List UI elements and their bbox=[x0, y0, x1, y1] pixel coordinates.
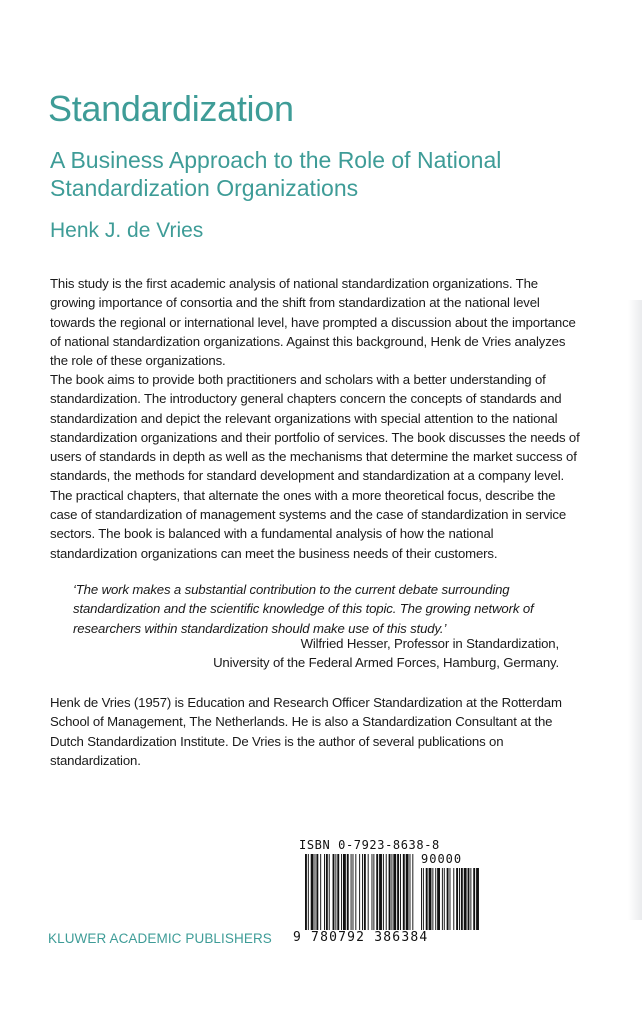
barcode-bar bbox=[391, 854, 392, 930]
barcode-bar bbox=[368, 854, 369, 930]
barcode-addon-bar bbox=[453, 868, 454, 930]
barcode-addon-bar bbox=[476, 868, 479, 930]
barcode-bar bbox=[347, 854, 349, 930]
barcode-bar bbox=[305, 854, 307, 930]
barcode-addon-bar bbox=[437, 868, 440, 930]
author-bio: Henk de Vries (1957) is Education and Research Officer Standardization at the Rotterdam School of Management, The Netherlands. He is also a Standardization Consultant at the Dutch Standardization Institute. De Vries is the author of several publications on standardization. bbox=[50, 695, 562, 768]
barcode-addon-bar bbox=[450, 868, 451, 930]
barcode-bar bbox=[364, 854, 366, 930]
barcode-bar bbox=[379, 854, 382, 930]
barcode-bar bbox=[320, 854, 321, 930]
barcode-bar bbox=[389, 854, 391, 930]
barcode-bar bbox=[326, 854, 328, 930]
barcode-addon-number: 90000 bbox=[421, 852, 463, 866]
barcode-bar bbox=[329, 854, 330, 930]
barcode-bar bbox=[308, 854, 309, 930]
barcode-addon-bar bbox=[423, 868, 424, 930]
barcode-addon-bar bbox=[447, 868, 449, 930]
barcode-bar bbox=[406, 854, 409, 930]
isbn-number: ISBN 0-7923-8638-8 bbox=[299, 838, 440, 852]
barcode-bar bbox=[316, 854, 318, 930]
barcode-bar bbox=[324, 854, 325, 930]
page-edge-shadow bbox=[628, 300, 642, 920]
barcode-addon-bar bbox=[442, 868, 443, 930]
quote-attribution bbox=[213, 634, 559, 673]
barcode-bar bbox=[355, 854, 356, 930]
barcode-addon-bar bbox=[429, 868, 432, 930]
barcode-addon-bar bbox=[459, 868, 460, 930]
barcode-bar bbox=[373, 854, 374, 930]
barcode-bar bbox=[337, 854, 339, 930]
barcode-bar bbox=[335, 854, 336, 930]
isbn-barcode bbox=[293, 838, 483, 945]
barcode-bar bbox=[311, 854, 314, 930]
barcode-bar bbox=[397, 854, 399, 930]
barcode-bar bbox=[333, 854, 335, 930]
barcode-bar bbox=[393, 854, 396, 930]
quote-attribution-affiliation: University of the Federal Armed Forces, Hamburg, Germany. bbox=[213, 655, 559, 671]
barcode-bar bbox=[412, 854, 413, 930]
publisher-name: KLUWER ACADEMIC PUBLISHERS bbox=[48, 931, 272, 946]
barcode-bar bbox=[359, 854, 360, 930]
barcode-addon-bar bbox=[426, 868, 428, 930]
barcode-bar bbox=[400, 854, 401, 930]
book-subtitle: A Business Approach to the Role of National Standardization Organizations bbox=[50, 147, 502, 201]
barcode-bars bbox=[293, 854, 483, 934]
description-paragraph-1: This study is the first academic analysis of national standardization organizations. The growing importance of consortia and the shift from standardization at the national level towards the regional or international level, have prompted a discussion about the importance of national standardization organizations. Against this background, Henk de Vries analyzes the role of these organizations. bbox=[50, 276, 576, 369]
barcode-addon-bar bbox=[473, 868, 475, 930]
barcode-bar bbox=[383, 854, 384, 930]
ean-number: 9 780792 386384 bbox=[293, 930, 429, 945]
book-author: Henk J. de Vries bbox=[50, 219, 204, 242]
review-quote: ‘The work makes a substantial contribution to the current debate surrounding standardization and the scientific knowledge of this topic. The growing network of researchers within standardization should make use of this study.’ bbox=[73, 582, 534, 636]
book-title: Standardization bbox=[48, 88, 294, 129]
barcode-bar bbox=[403, 854, 405, 930]
barcode-addon-bar bbox=[464, 868, 467, 930]
barcode-addon-bar bbox=[461, 868, 463, 930]
barcode-bar bbox=[386, 854, 387, 930]
barcode-bar bbox=[343, 854, 346, 930]
barcode-addon-bar bbox=[456, 868, 458, 930]
barcode-bar bbox=[372, 854, 373, 930]
barcode-addon-bar bbox=[432, 868, 433, 930]
barcode-bar bbox=[353, 854, 354, 930]
quote-attribution-name: Wilfried Hesser, Professor in Standardization, bbox=[300, 636, 559, 651]
barcode-addon-bar bbox=[468, 868, 470, 930]
barcode-addon-bar bbox=[421, 868, 422, 930]
barcode-bar bbox=[376, 854, 378, 930]
barcode-bar bbox=[351, 854, 352, 930]
barcode-addon-bar bbox=[444, 868, 445, 930]
barcode-addon-bar bbox=[470, 868, 471, 930]
barcode-bar bbox=[410, 854, 411, 930]
barcode-addon-bar bbox=[435, 868, 436, 930]
barcode-bar bbox=[315, 854, 316, 930]
barcode-bar bbox=[362, 854, 363, 930]
description-paragraph-2: The book aims to provide both practitioners and scholars with a better understanding of standardization. The introductory general chapters concern the concepts of standards and standardization and depict the relevant organizations with special attention to the national standardization organizations and their portfolio of services. The book discusses the needs of users of standards in depth as well as the mechanisms that determine the market success of standards, the methods for standard development and standardization at a company level. The practical chapters, that alternate the ones with a more theoretical focus, describe the case of standardization of management systems and the case of standardization in service sectors. The book is balanced with a fundamental analysis of how the national standardization organizations can meet the business needs of their customers. bbox=[50, 372, 580, 561]
barcode-bar bbox=[341, 854, 342, 930]
